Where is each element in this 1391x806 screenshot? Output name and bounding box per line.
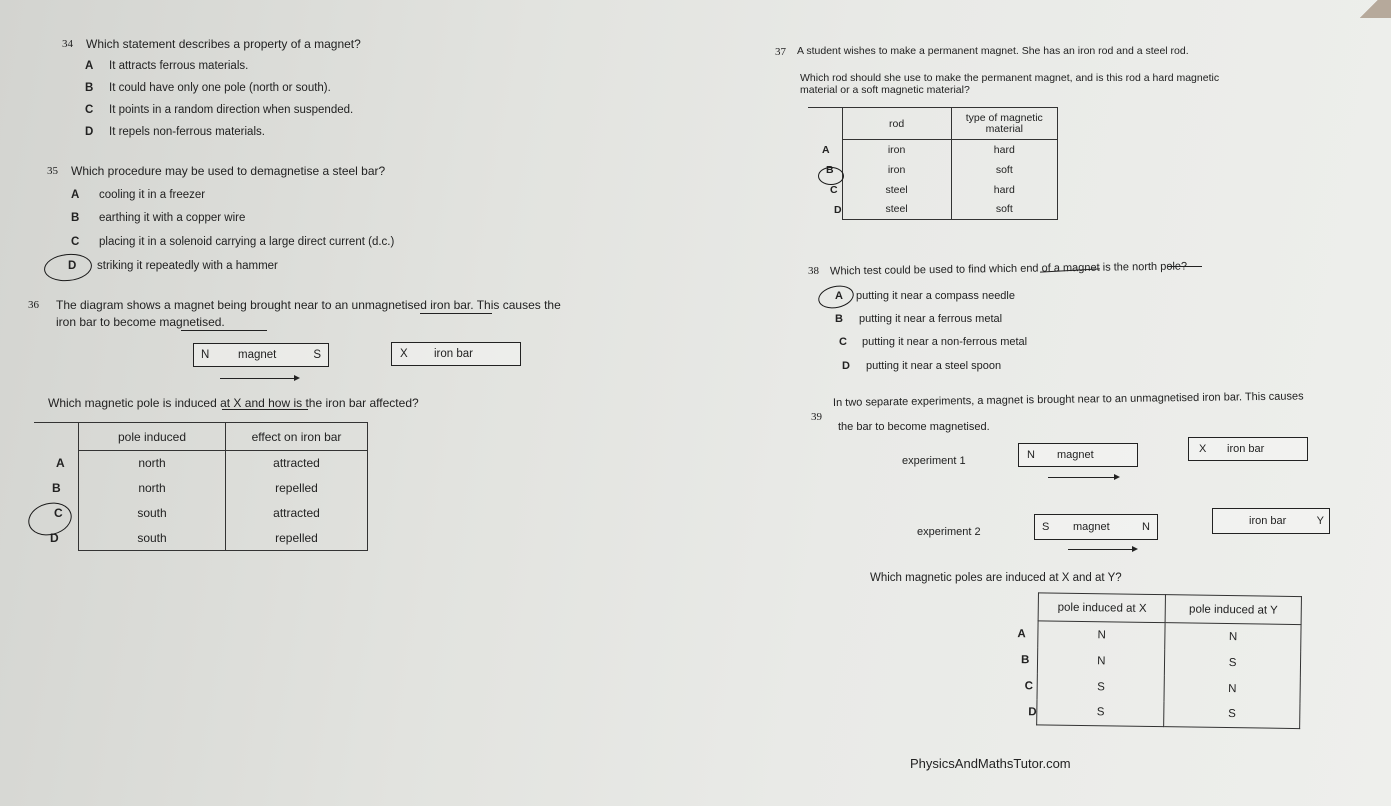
experiment-1-magnet bbox=[1018, 443, 1138, 467]
row-letter[interactable]: D bbox=[1028, 705, 1037, 718]
table-row[interactable] bbox=[808, 200, 1058, 220]
option-text: putting it near a non-ferrous metal bbox=[862, 336, 1028, 348]
option-letter[interactable]: C bbox=[85, 104, 94, 116]
table-row[interactable] bbox=[1009, 646, 1301, 676]
table-row[interactable] bbox=[34, 501, 368, 526]
handwritten-underline bbox=[420, 313, 492, 314]
option-letter[interactable]: A bbox=[835, 290, 843, 302]
table-header-type bbox=[951, 108, 1057, 140]
question-text-line-3: material or a soft magnetic material? bbox=[800, 84, 970, 96]
option-letter[interactable]: A bbox=[85, 60, 94, 72]
row-letter[interactable]: C bbox=[830, 183, 838, 196]
table-header: pole induced bbox=[79, 423, 226, 451]
table-cell: S bbox=[1165, 649, 1301, 677]
table-cell: repelled bbox=[226, 526, 368, 551]
magnet-label: magnet bbox=[1057, 449, 1094, 461]
option-letter[interactable]: D bbox=[85, 126, 94, 138]
option-text: striking it repeatedly with a hammer bbox=[97, 260, 278, 272]
answer-table bbox=[808, 107, 1058, 220]
question-number: 39 bbox=[811, 411, 822, 423]
row-letter[interactable]: A bbox=[1017, 627, 1026, 640]
question-text: Which procedure may be used to demagnetise a steel bar? bbox=[71, 164, 386, 178]
table-cell: steel bbox=[842, 180, 951, 200]
option-letter[interactable]: B bbox=[835, 313, 843, 325]
magnet-south-pole-label: S bbox=[313, 349, 321, 361]
header-line: material bbox=[985, 122, 1023, 135]
option-letter[interactable]: B bbox=[85, 82, 94, 94]
option-letter[interactable]: D bbox=[68, 260, 77, 272]
table-cell: soft bbox=[951, 200, 1057, 220]
magnet-north-pole-label: N bbox=[1027, 449, 1035, 461]
option-letter[interactable]: D bbox=[842, 360, 850, 372]
option-text: putting it near a ferrous metal bbox=[859, 313, 1003, 325]
table-cell: repelled bbox=[226, 476, 368, 501]
magnet-north-pole-label: N bbox=[201, 349, 210, 361]
table-cell: attracted bbox=[226, 451, 368, 476]
table-header: effect on iron bar bbox=[226, 423, 368, 451]
table-cell: S bbox=[1037, 673, 1164, 701]
option-text: It attracts ferrous materials. bbox=[109, 60, 249, 72]
table-cell: N bbox=[1038, 621, 1165, 649]
question-text-line-2: iron bar to become magnetised. bbox=[56, 315, 225, 329]
experiment-2-iron-bar bbox=[1212, 508, 1330, 534]
table-row[interactable] bbox=[1009, 672, 1301, 702]
table-row[interactable] bbox=[808, 180, 1058, 200]
table-cell: north bbox=[79, 476, 226, 501]
answer-circle-mark bbox=[818, 167, 844, 185]
experiment-2-label: experiment 2 bbox=[917, 526, 981, 538]
iron-bar-end-x-label: X bbox=[1199, 443, 1207, 455]
question-text: Which statement describes a property of a magnet? bbox=[86, 37, 361, 51]
question-text-line-2: Which rod should she use to make the permanent magnet, and is this rod a hard magnetic bbox=[800, 72, 1220, 84]
option-letter[interactable]: B bbox=[71, 212, 80, 224]
row-letter[interactable]: A bbox=[822, 143, 830, 156]
magnet-label: magnet bbox=[1073, 521, 1110, 533]
row-letter[interactable]: B bbox=[1020, 653, 1030, 666]
question-number: 36 bbox=[28, 299, 39, 311]
answer-circle-mark bbox=[43, 252, 94, 284]
option-text: It repels non-ferrous materials. bbox=[109, 126, 265, 138]
row-letter[interactable]: D bbox=[834, 203, 842, 216]
question-number: 37 bbox=[775, 46, 786, 58]
table-header: pole induced at X bbox=[1038, 593, 1165, 623]
table-cell: S bbox=[1037, 699, 1164, 727]
table-cell: south bbox=[79, 501, 226, 526]
table-row[interactable] bbox=[34, 451, 368, 476]
header-line: type of magnetic bbox=[965, 111, 1043, 124]
table-question: Which magnetic poles are induced at X and at Y? bbox=[870, 572, 1122, 584]
option-letter[interactable]: C bbox=[71, 236, 80, 248]
answer-circle-mark bbox=[816, 282, 856, 311]
magnet-south-pole-label: S bbox=[1042, 521, 1050, 533]
footer-watermark: PhysicsAndMathsTutor.com bbox=[910, 756, 1071, 771]
table-row[interactable] bbox=[1008, 698, 1300, 728]
table-cell: S bbox=[1164, 701, 1300, 729]
experiment-2-magnet bbox=[1034, 514, 1158, 540]
table-header: pole induced at Y bbox=[1165, 595, 1301, 625]
row-letter[interactable]: B bbox=[52, 481, 61, 495]
direction-arrow bbox=[1048, 477, 1118, 478]
iron-bar-diagram bbox=[391, 342, 521, 366]
option-text: cooling it in a freezer bbox=[99, 189, 206, 201]
table-row[interactable] bbox=[808, 160, 1058, 180]
page-corner-shadow bbox=[1357, 0, 1391, 18]
answer-table bbox=[1008, 592, 1302, 729]
table-cell: N bbox=[1165, 623, 1301, 651]
handwritten-underline bbox=[181, 330, 267, 331]
option-text: earthing it with a copper wire bbox=[99, 212, 246, 224]
question-number: 35 bbox=[47, 165, 58, 177]
question-text-line-2: the bar to become magnetised. bbox=[838, 421, 990, 433]
iron-bar-label: iron bar bbox=[1227, 443, 1265, 455]
table-cell: iron bbox=[842, 140, 951, 160]
magnet-north-pole-label: N bbox=[1142, 521, 1150, 533]
iron-bar-end-y-label: Y bbox=[1316, 515, 1324, 527]
option-text: putting it near a compass needle bbox=[856, 290, 1015, 302]
answer-table bbox=[34, 422, 368, 551]
question-text-line-1: The diagram shows a magnet being brought near to an unmagnetised iron bar. This causes the bbox=[56, 298, 561, 312]
row-letter[interactable]: B bbox=[826, 163, 834, 176]
handwritten-underline bbox=[222, 409, 308, 410]
table-cell: hard bbox=[951, 180, 1057, 200]
question-text: Which test could be used to find which end of a magnet is the north pole? bbox=[829, 260, 1188, 278]
table-question: Which magnetic pole is induced at X and how is the iron bar affected? bbox=[48, 396, 419, 410]
row-letter[interactable]: A bbox=[56, 456, 65, 470]
table-cell: steel bbox=[842, 200, 951, 220]
iron-bar-label: iron bar bbox=[1249, 515, 1287, 527]
magnet-diagram bbox=[193, 343, 329, 367]
table-cell: north bbox=[79, 451, 226, 476]
option-text: It could have only one pole (north or south). bbox=[109, 82, 331, 94]
table-row[interactable] bbox=[1009, 620, 1301, 650]
table-row[interactable] bbox=[34, 526, 368, 551]
handwritten-underline bbox=[1168, 266, 1202, 267]
table-cell: N bbox=[1038, 647, 1165, 675]
direction-arrow bbox=[1068, 549, 1136, 550]
experiment-1-label: experiment 1 bbox=[902, 455, 966, 467]
option-letter[interactable]: A bbox=[71, 189, 80, 201]
option-text: It points in a random direction when suspended. bbox=[109, 104, 354, 116]
option-text: placing it in a solenoid carrying a large direct current (d.c.) bbox=[99, 236, 395, 248]
row-letter[interactable]: D bbox=[50, 531, 59, 545]
table-cell: south bbox=[79, 526, 226, 551]
table-cell: soft bbox=[951, 160, 1057, 180]
table-header: rod bbox=[842, 108, 951, 140]
table-cell: attracted bbox=[226, 501, 368, 526]
experiment-1-iron-bar bbox=[1188, 437, 1308, 461]
table-row[interactable] bbox=[808, 140, 1058, 160]
row-letter[interactable]: C bbox=[1024, 679, 1034, 692]
table-cell: N bbox=[1164, 675, 1300, 703]
table-row[interactable] bbox=[34, 476, 368, 501]
question-text-line-1: In two separate experiments, a magnet is brought near to an unmagnetised iron bar. This causes bbox=[832, 390, 1304, 409]
magnet-label: magnet bbox=[238, 349, 277, 361]
direction-arrow bbox=[220, 378, 298, 379]
table-cell: hard bbox=[951, 140, 1057, 160]
iron-bar-end-x-label: X bbox=[400, 348, 408, 360]
option-letter[interactable]: C bbox=[839, 336, 847, 348]
row-letter[interactable]: C bbox=[54, 506, 63, 520]
table-cell: iron bbox=[842, 160, 951, 180]
iron-bar-label: iron bar bbox=[434, 348, 473, 360]
question-number: 34 bbox=[62, 38, 73, 50]
option-text: putting it near a steel spoon bbox=[866, 360, 1002, 372]
question-text-line-1: A student wishes to make a permanent magnet. She has an iron rod and a steel rod. bbox=[797, 45, 1189, 57]
question-number: 38 bbox=[808, 265, 819, 277]
